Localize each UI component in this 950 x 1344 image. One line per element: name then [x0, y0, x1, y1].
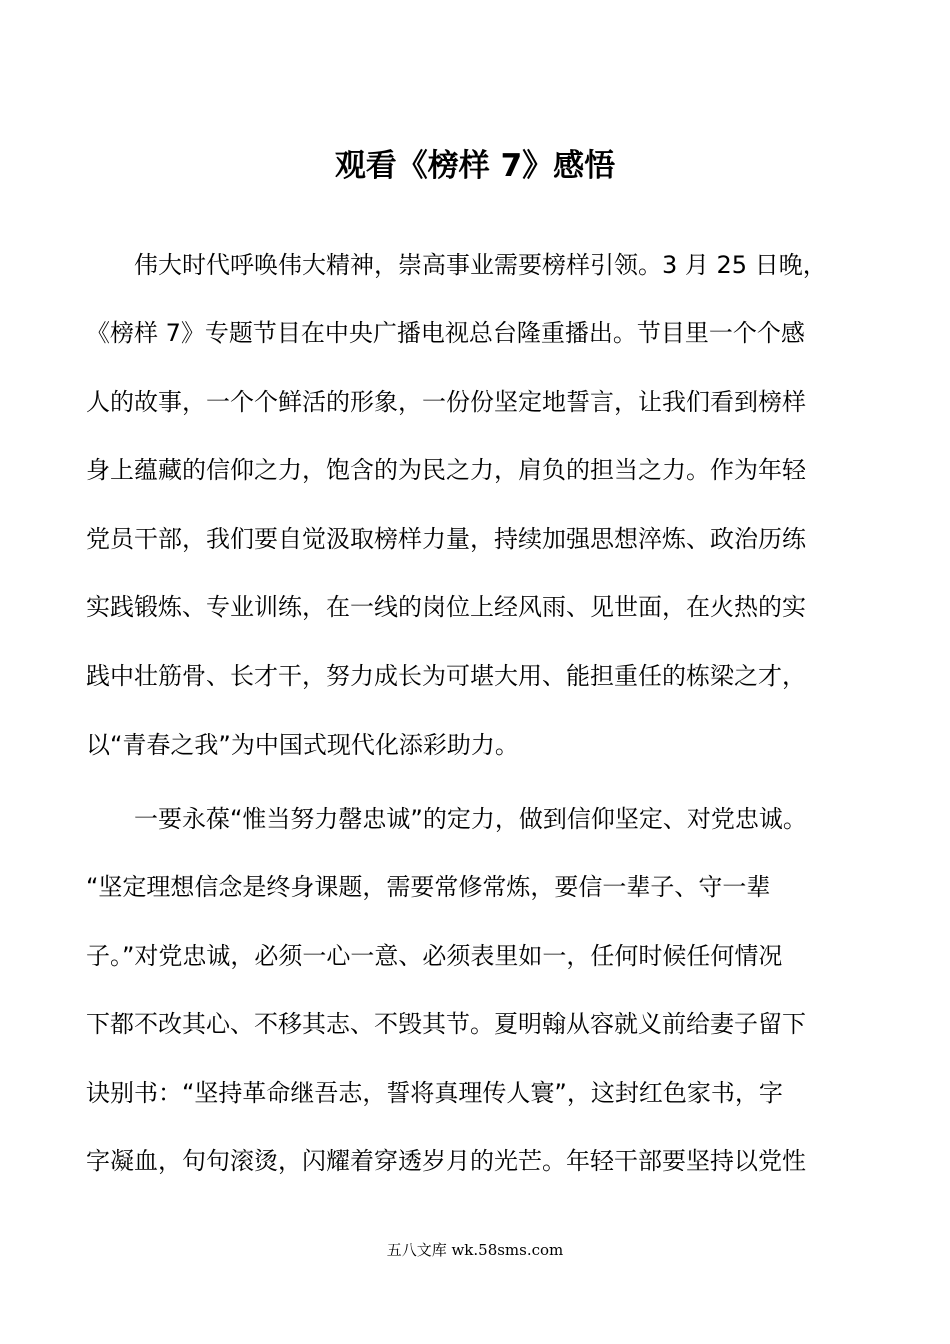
body-line: 《榜样 7》专题节目在中央广播电视总台隆重播出。节目里一个个感 — [86, 319, 805, 347]
body-line: 子。”对党忠诚，必须一心一意、必须表里如一，任何时候任何情况 — [86, 942, 783, 970]
body-line: 下都不改其心、不移其志、不毁其节。夏明翰从容就义前给妻子留下 — [86, 1010, 806, 1038]
body-line: “坚定理想信念是终身课题，需要常修常炼，要信一辈子、守一辈 — [86, 873, 771, 901]
body-line: 以“青春之我”为中国式现代化添彩助力。 — [86, 731, 519, 759]
body-line: 党员干部，我们要自觉汲取榜样力量，持续加强思想淬炼、政治历练 — [86, 525, 806, 553]
body-line: 人的故事，一个个鲜活的形象，一份份坚定地誓言，让我们看到榜样 — [86, 388, 806, 416]
document-title: 观看《榜样 7》感悟 — [334, 148, 616, 184]
body-line: 诀别书：“坚持革命继吾志，誓将真理传人寰”，这封红色家书，字 — [86, 1079, 783, 1107]
page-footer: 五八文库 wk.58sms.com — [386, 1241, 564, 1259]
body-line: 身上蕴藏的信仰之力，饱含的为民之力，肩负的担当之力。作为年轻 — [86, 456, 806, 484]
body-line: 践中壮筋骨、长才干，努力成长为可堪大用、能担重任的栋梁之才， — [86, 662, 806, 690]
body-line: 实践锻炼、专业训练，在一线的岗位上经风雨、见世面，在火热的实 — [86, 593, 806, 621]
body-line: 一要永葆“惟当努力罄忠诚”的定力，做到信仰坚定、对党忠诚。 — [86, 805, 807, 833]
body-line: 字凝血，句句滚烫，闪耀着穿透岁月的光芒。年轻干部要坚持以党性 — [86, 1147, 806, 1175]
body-line: 伟大时代呼唤伟大精神，崇高事业需要榜样引领。3 月 25 日晚， — [86, 251, 827, 279]
